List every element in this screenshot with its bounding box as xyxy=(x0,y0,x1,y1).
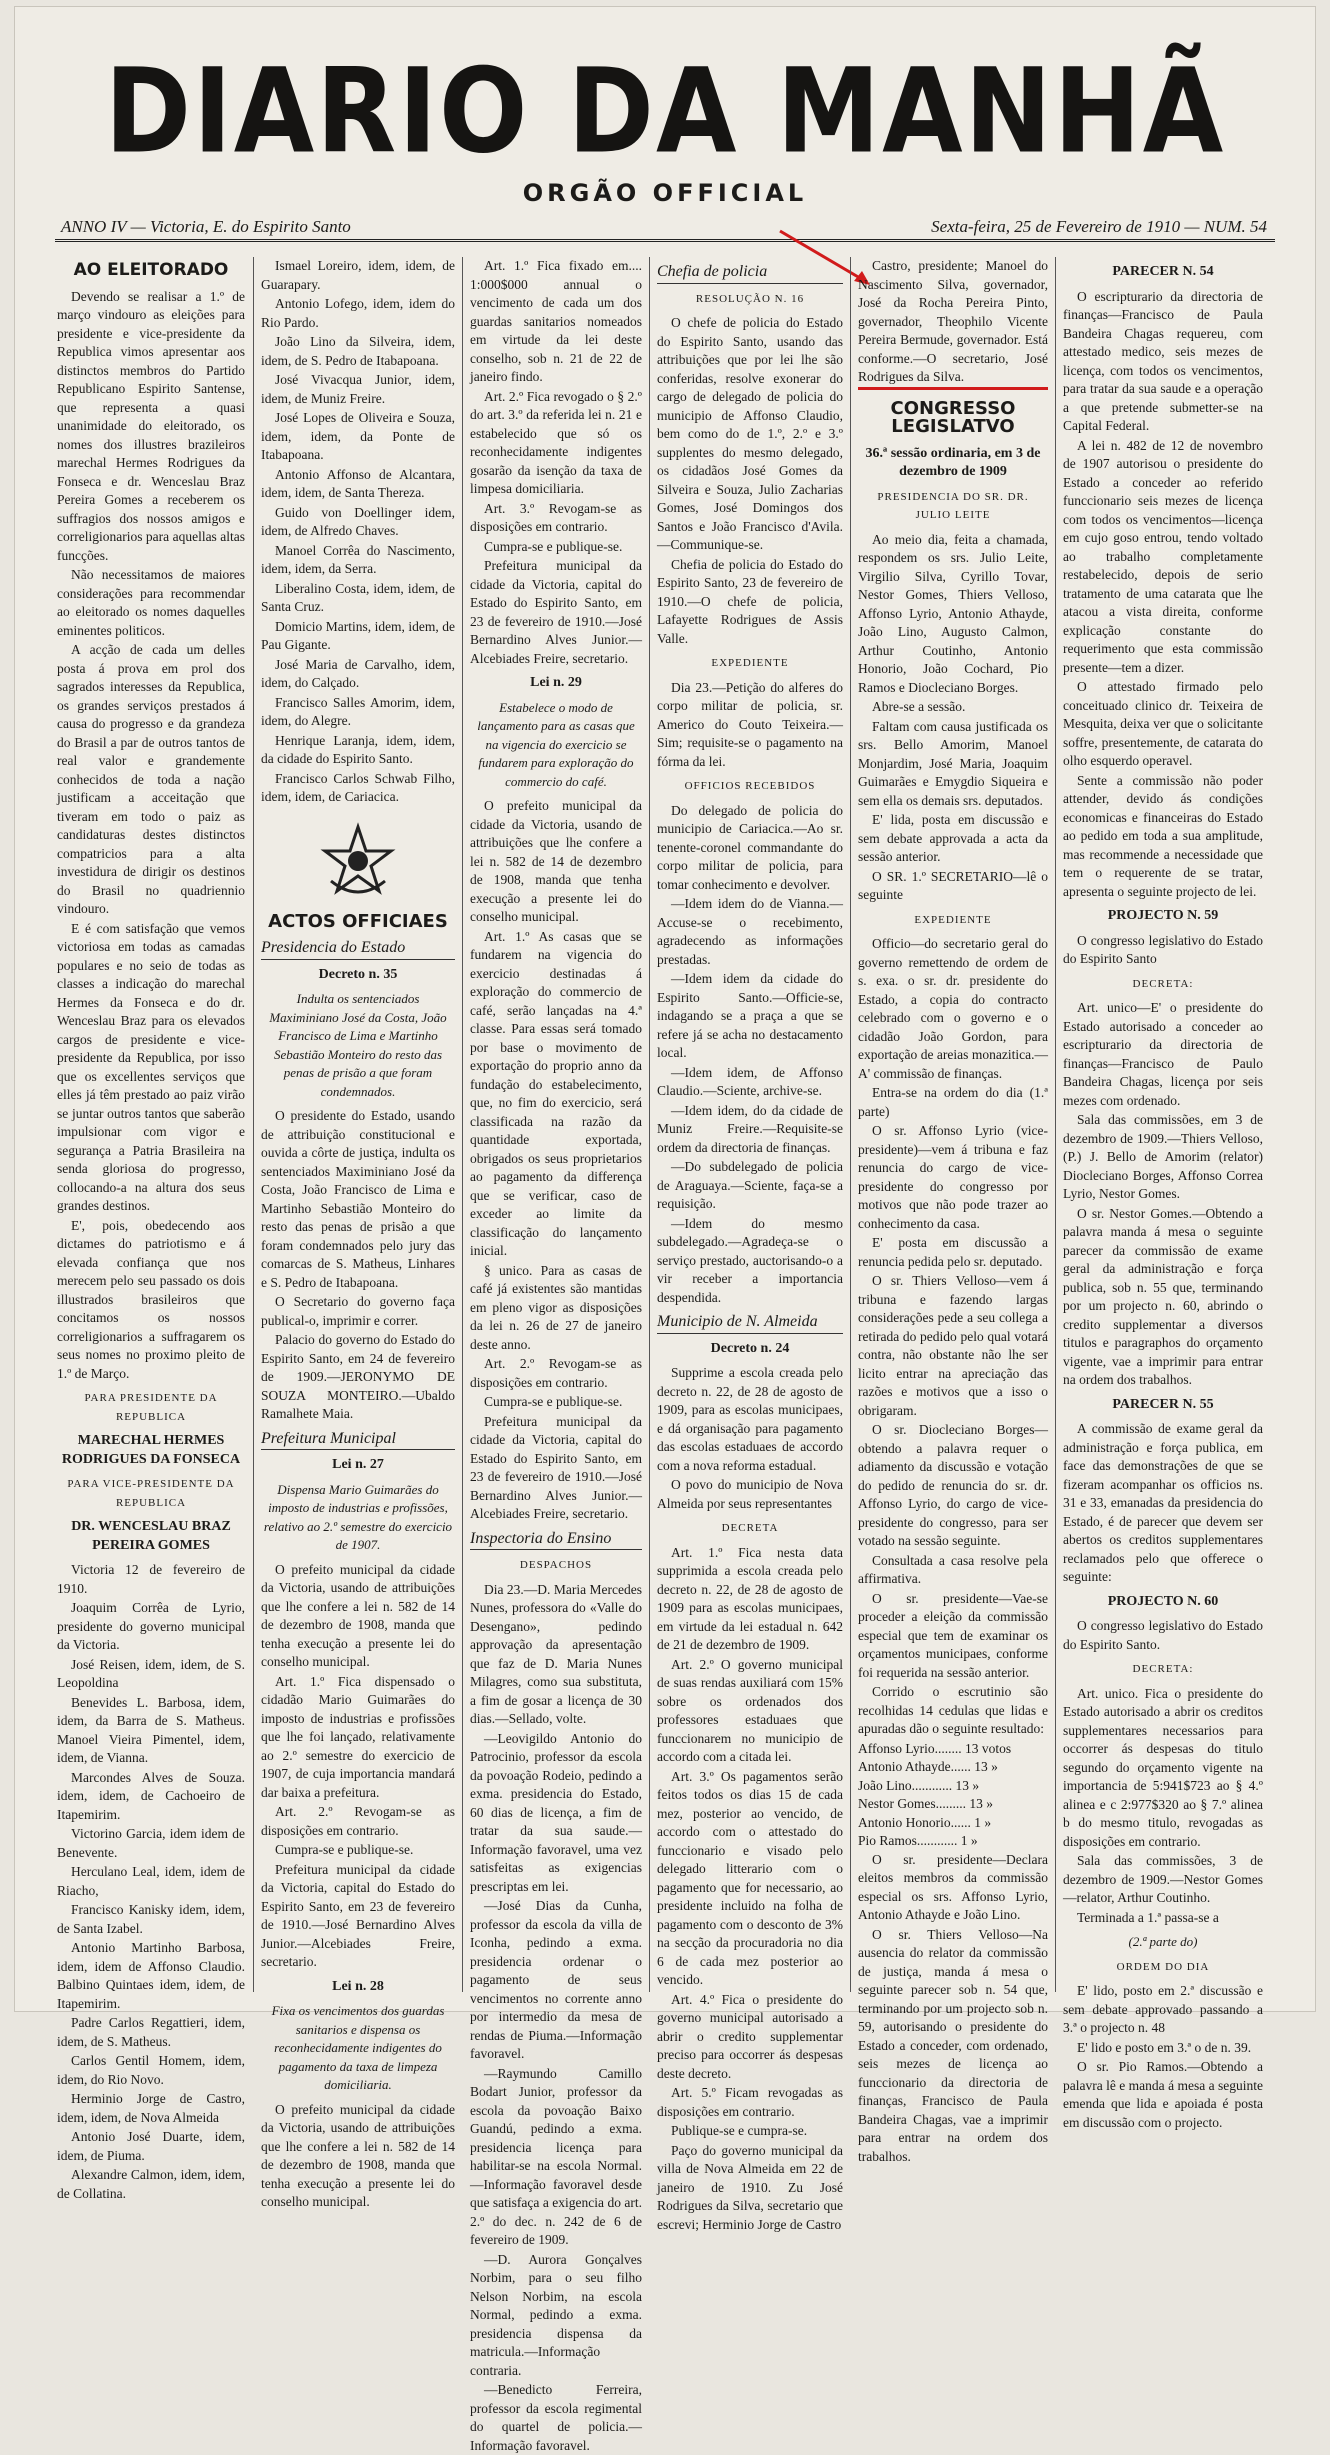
parecer-title: PARECER N. 55 xyxy=(1112,1396,1214,1412)
paragraph: E', pois, obedecendo aos dictames do patriotismo e á elevada confiança que nos merecem pelo seu passado os dois illustrados brasileiros que concitamos os nossos correligionarios a suffragarem os seus nomes no proximo pleito de 1.º de Março. xyxy=(57,1217,245,1381)
paragraph: Publique-se e cumpra-se. xyxy=(671,2123,808,2138)
decree-summary: Indulta os sentenciados Maximiniano José da Costa, João Francisco de Lima e Martinho Sebastião Monteiro do resto das penas de prisão a que foram condemnados. xyxy=(269,991,447,1099)
newspaper-page xyxy=(14,6,1316,2453)
paragraph: —Idem idem, de Affonso Claudio.—Sciente, archive-se. xyxy=(657,1064,843,1098)
paragraph: O sr. Pio Ramos.—Obtendo a palavra lê e manda á mesa a seguinte emenda que lida e apoiada é posta em discussão com o projecto. xyxy=(1063,2059,1263,2130)
paragraph: Cumpra-se e publique-se. xyxy=(484,538,623,554)
law-title: Lei n. 29 xyxy=(530,675,582,690)
despachos-label: DESPACHOS xyxy=(519,1559,593,1571)
projecto-title: PROJECTO N. 59 xyxy=(1107,908,1219,923)
section-presidencia: Presidencia do Estado xyxy=(261,939,455,960)
column-divider xyxy=(649,257,650,1992)
vote-row: Antonio Honorio...... 1 » xyxy=(858,1814,992,1830)
paragraph: O sr. Thiers Velloso—vem á tribuna e fazendo largas considerações pede a seu collega a retirada do pedido pelo qual votará contra, não obstante não lhe ser licito entrar na apreciação das razões e motivos que a isso o obrigaram. xyxy=(858,1273,1048,1418)
paragraph: O sr. presidente—Vae-se proceder a eleição da commissão especial que tem de examinar os orçamentos municipaes, conforme foi requerida na sessão anterior. xyxy=(858,1590,1048,1680)
paragraph: —D. Aurora Gonçalves Norbim, para o seu filho Nelson Norbim, na escola Normal, pedindo a exma. presidencia dispensa da matricula.—Informação contraria. xyxy=(470,2251,642,2378)
vote-row: Nestor Gomes......... 13 » xyxy=(858,1796,993,1811)
header-rule xyxy=(55,239,1275,242)
paragraph: O presidente do Estado, usando de attribuição constitucional e ouvida a côrte de justiça, indulta os sentenciados Maximiniano José da Costa, João Francisco de Lima e Martinho Sebastião Monteiro do resto das penas de prisão a que foram condemnados pelo jury das comarcas de S. Matheus, Linhares e S. Pedro de Itabapoana. xyxy=(261,1108,455,1290)
section-inspectoria: Inspectoria do Ensino xyxy=(470,1530,642,1551)
vote-row: Pio Ramos............ 1 » xyxy=(858,1833,978,1848)
paragraph: O attestado firmado pelo conceituado clinico dr. Teixeira de Mesquita, deixa ver que o solicitante soffre, presentemente, de catarata do olho esquerdo operavel. xyxy=(1063,679,1263,768)
paragraph: Devendo se realisar a 1.º de março vindouro as eleições para presidente e vice-presidente da Republica vimos apresentar aos distinctos membros do Partido Republicano Espirito Santense, que representa a quasi unanimidade do eleitorado, os nomes dos illustres brazileiros marechal Hermes Rodrigues da Fonseca e dr. Wenceslau Braz Pereira Gomes a receberem os suffragios dos nossos amigos e correligionarios para aquellas altas funcções. xyxy=(57,288,245,563)
paragraph: O chefe de policia do Estado do Espirito Santo, usando das attribuições que por lei lhe são conferidas, resolve exonerar do cargo de delegado de policia do municipio de Affonso Claudio, bem como do de 1.º, 2.º e 3.º supplentes do mesmo delegado, os cidadãos José Gomes da Silveira e Souza, Julio Zacharias Gomes, José Domingos dos Santos e João Francisco d'Avila.—Communique-se. xyxy=(657,315,843,552)
officios-label: OFFICIOS RECEBIDOS xyxy=(684,780,816,792)
decreta-label: DECRETA xyxy=(721,1522,779,1534)
paragraph: Victoria 12 de fevereiro de 1910. xyxy=(57,1562,245,1596)
paragraph: Art. 5.º Ficam revogadas as disposições em contrario. xyxy=(657,2085,843,2119)
paragraph: Victorino Garcia, idem idem de Benevente. xyxy=(57,1826,245,1860)
paragraph: Antonio Affonso de Alcantara, idem, idem, de Santa Thereza. xyxy=(261,466,455,500)
candidate-vice: DR. WENCESLAU BRAZ PEREIRA GOMES xyxy=(71,1519,231,1553)
paragraph: A commissão de exame geral da administração e força publica, em face das demonstrações de que se fizeram acompanhar os officios ns. 31 e 33, emanadas da presidencia do Estado, é de parecer que devem ser abertos os creditos supplementares reclamados pelo que offerece o seguinte: xyxy=(1063,1421,1263,1584)
paragraph: Consultada a casa resolve pela affirmativa. xyxy=(858,1552,1048,1586)
paragraph: O sr. Thiers Velloso—Na ausencia do relator da commissão de justiça, manda á mesa o seguinte parecer sob n. 54 que, terminando por um projecto sob n. 59, autorisando o presidente do Estado a conceder, com ordenado, seis mezes de licença ao funccionario da directoria de finanças, Francisco de Paula Bandeira Chagas, vae a imprimir para entrar na ordem dos trabalhos. xyxy=(858,1926,1048,2164)
label-para-presidente: PARA PRESIDENTE DA REPUBLICA xyxy=(84,1392,218,1423)
paragraph: Cumpra-se e publique-se. xyxy=(484,1394,623,1409)
column-6 xyxy=(1063,257,1263,2130)
section-prefeitura: Prefeitura Municipal xyxy=(261,1430,455,1451)
paragraph: Art. 1.º Fica dispensado o cidadão Mario Guimarães do imposto de industrias e profissões que lhe foi lançado, relativamente ao 2.º semestre do exercicio de 1907, de cuja importancia mandará dar baixa a prefeitura. xyxy=(261,1673,455,1800)
column-divider xyxy=(253,257,254,1992)
paragraph: O sr. Affonso Lyrio (vice-presidente)—vem á tribuna e faz renuncia do cargo de vice-presidente do congresso por motivos que não pode trazer ao conhecimento da casa. xyxy=(858,1123,1048,1231)
paragraph: —Idem do mesmo subdelegado.—Agradeça-se o serviço prestado, auctorisando-o a vir receber a importancia despendida. xyxy=(657,1215,843,1305)
paragraph: O congresso legislativo do Estado do Espirito Santo. xyxy=(1063,1618,1263,1652)
projecto-title: PROJECTO N. 60 xyxy=(1107,1593,1219,1609)
paragraph: O povo do municipio de Nova Almeida por seus representantes xyxy=(657,1477,843,1511)
paragraph: José Reisen, idem, idem, de S. Leopoldina xyxy=(57,1656,245,1690)
column-3 xyxy=(470,257,642,2453)
paragraph: Padre Carlos Regattieri, idem, idem, de S. Matheus. xyxy=(57,2015,245,2049)
paragraph: Do delegado de policia do municipio de Cariacica.—Ao sr. tenente-coronel commandante do corpo militar de policia, para tomar conhecimento e devolver. xyxy=(657,802,843,892)
paragraph: Cumpra-se e publique-se. xyxy=(275,1842,414,1857)
paragraph: Antonio José Duarte, idem, idem, de Piuma. xyxy=(57,2129,245,2163)
paragraph: Francisco Kanisky idem, idem, de Santa Izabel. xyxy=(57,1902,245,1936)
part-label: (2.ª parte do) xyxy=(1128,1934,1198,1949)
masthead-title: DIARIO DA MANHÃ xyxy=(104,42,1226,180)
vote-row: Antonio Athayde...... 13 » xyxy=(858,1759,998,1774)
headline-ao-eleitorado: AO ELEITORADO xyxy=(73,260,229,280)
paragraph: Manoel Corrêa do Nascimento, idem, idem, da Serra. xyxy=(261,542,455,576)
paragraph: Faltam com causa justificada os srs. Bello Amorim, Manoel Monjardim, José Maria, Joaquim Guimarães e Emygdio Siqueira e sem ella os demais srs. deputados. xyxy=(858,718,1048,808)
paragraph: Art. 2.º Revogam-se as disposições em contrario. xyxy=(470,1356,642,1390)
paragraph: —José Dias da Cunha, professor da escola da villa de Iconha, pedindo a exma. presidencia ordenar o pagamento de seus vencimentos no corrente anno por intermedio da mesa de rendas de Piuma.—Informação favoravel. xyxy=(470,1898,642,2061)
paragraph: Prefeitura municipal da cidade da Victoria, capital do Estado do Espirito Santo, em 23 de fevereiro de 1910.—José Bernardino Alves Junior.—Alcebiades Freire, secretario. xyxy=(261,1861,455,1969)
column-4 xyxy=(657,257,843,2232)
ordem-label: ORDEM DO DIA xyxy=(1116,1960,1210,1973)
paragraph: —Raymundo Camillo Bodart Junior, professor da escola da povoação Baixo Guandú, pedindo a exma. presidencia licença para habilitar-se na escola Normal.—Informação favoravel desde que satisfaça a exigencia do art. 2.º do dec. n. 242 de 6 de fevereiro de 1909. xyxy=(470,2065,642,2247)
candidate-president: MARECHAL HERMES RODRIGUES DA FONSECA xyxy=(61,1433,241,1467)
paragraph: A acção de cada um delles posta á prova em prol dos sagrados interesses da Republica, os grandes serviços prestados á causa do progresso e da grandeza do Brasil a par de outros tantos de real valor e grandemente conhecidos de toda a nação justificam a acceitação que tiveram em todo o paiz as candidaturas destes distinctos compatricios para a alta investidura de dirigir os destinos do Brasil no quadriennio vindouro. xyxy=(57,642,245,916)
column-5 xyxy=(858,257,1048,2164)
vote-row: Affonso Lyrio........ 13 votos xyxy=(858,1740,1012,1756)
paragraph: Francisco Salles Amorim, idem, idem, do Alegre. xyxy=(261,694,455,728)
paragraph: Joaquim Corrêa de Lyrio, presidente do governo municipal da Victoria. xyxy=(57,1600,245,1652)
paragraph: O sr. Diocleciano Borges—obtendo a palavra requer o adiamento da discussão e votação do pedido de renuncia do sr. dr. Affonso Lyrio, do cargo de vice-presidente do congresso, para ser votado na sessão seguinte. xyxy=(858,1422,1048,1548)
paragraph: Abre-se a sessão. xyxy=(872,699,966,714)
paragraph: Paço do governo municipal da villa de Nova Almeida em 22 de janeiro de 1910. Zu José Rodrigues da Silva, secretario que escrevi; Herminio Jorge de Castro xyxy=(657,2142,843,2232)
paragraph: Chefia de policia do Estado do Espirito Santo, 23 de fevereiro de 1910.—O chefe de policia, Lafayette Rodrigues de Assis Valle. xyxy=(657,556,843,646)
paragraph: Prefeitura municipal da cidade da Victoria, capital do Estado do Espirito Santo, em 23 de fevereiro de 1910.—José Bernardino Alves Junior.—Alcebiades Freire, secretario. xyxy=(470,1413,642,1521)
paragraph: Art. unico—E' o presidente do Estado autorisado a conceder ao escripturario da directoria de finanças—Francisco de Paulo Bandeira Chagas, licença por seis mezes com ordenado. xyxy=(1063,1000,1263,1108)
paragraph: —Leovigildo Antonio do Patrocinio, professor da escola da povoação Rodeio, pedindo a exma. presidencia do Estado, 60 dias de licença, a fim de tratar da sua saude.—Informação favoravel, uma vez satisfeitas as exigencias prescriptas em lei. xyxy=(470,1730,642,1894)
expediente-label: EXPEDIENTE xyxy=(914,913,992,926)
paragraph: Guido von Doellinger idem, idem, de Alfredo Chaves. xyxy=(261,504,455,538)
masthead-subtitle: ORGÃO OFFICIAL xyxy=(522,179,808,207)
presidency-label: PRESIDENCIA DO SR. DR. JULIO LEITE xyxy=(877,490,1029,521)
section-municipio: Municipio de N. Almeida xyxy=(657,1313,843,1334)
paragraph: E' lido, posto em 2.ª discussão e sem debate approvado passando a 3.ª o projecto n. 48 xyxy=(1063,1983,1263,2035)
decree-title: Decreto n. 35 xyxy=(318,966,398,982)
paragraph: Antonio Lofego, idem, idem do Rio Pardo. xyxy=(261,296,455,330)
paragraph: Ao meio dia, feita a chamada, respondem os srs. Julio Leite, Virgilio Silva, Cyrillo Tovar, Nestor Gomes, Thiers Velloso, Affonso Lyrio, Antonio Athayde, João Lino, Augusto Calmon, Arthur Coutinho, Antonio Honorio, João Cochard, Pio Ramos e Diocleciano Borges. xyxy=(858,531,1048,695)
paragraph: § unico. Para as casas de café já existentes são mantidas em pleno vigor as disposições da lei n. 26 de 27 de janeiro deste anno. xyxy=(470,1262,642,1352)
law-summary: Estabelece o modo de lançamento para as casas que na vigencia do exercicio se fundarem para exploração do commercio do café. xyxy=(477,699,635,789)
paragraph: Officio—do secretario geral do governo remettendo de ordem de s. exa. o sr. dr. presidente do Estado, a copia do contracto celebrado com o governo e o cidadão João Gordon, para exportação de areias monazitica.—A' commissão de finanças. xyxy=(858,936,1048,1081)
paragraph: E' posta em discussão a renuncia pedida pelo sr. deputado. xyxy=(858,1235,1048,1269)
paragraph: Terminada a 1.ª passa-se a xyxy=(1077,1909,1219,1925)
issue-date: Sexta-feira, 25 de Fevereiro de 1910 — NUM. 54 xyxy=(931,217,1267,236)
paragraph: José Lopes de Oliveira e Souza, idem, idem, da Ponte de Itabapoana. xyxy=(261,410,455,462)
paragraph: Herminio Jorge de Castro, idem, idem, de Nova Almeida xyxy=(57,2091,245,2125)
session-title: 36.ª sessão ordinaria, em 3 de dezembro de 1909 xyxy=(865,445,1041,479)
paragraph: O prefeito municipal da cidade da Victoria, usando de attribuições que lhe confere a lei n. 582 de 14 de dezembro de 1908, manda que tenha execução a presente lei do conselho municipal. xyxy=(261,1561,455,1669)
paragraph: O SR. 1.º SECRETARIO—lê o seguinte xyxy=(858,868,1048,902)
paragraph: José Maria de Carvalho, idem, idem, do Calçado. xyxy=(261,656,455,690)
paragraph: Não necessitamos de maiores considerações para recommendar ao eleitorado os nomes daquelles eminentes politicos. xyxy=(57,567,245,638)
paragraph: Entra-se na ordem do dia (1.ª parte) xyxy=(858,1085,1048,1119)
parecer-title: PARECER N. 54 xyxy=(1112,264,1214,279)
paragraph: Marcondes Alves de Souza. idem, idem, de Cachoeiro de Itapemirim. xyxy=(57,1769,245,1822)
paragraph: Benevides L. Barbosa, idem, idem, da Barra de S. Matheus. Manoel Vieira Pimentel, idem, idem, de Vianna. xyxy=(57,1694,245,1765)
column-divider xyxy=(850,257,851,1992)
paragraph: E é com satisfação que vemos victoriosa em todas as camadas populares e no seio de todas as classes a indicação do marechal Hermes da Fonseca e do dr. Wenceslau Braz para os elevados cargos de presidente e vice-presidente da Republica, por isso que os excellentes serviços que elles já têm prestado ao paiz virão se juntar outros tantos que saberão impulsionar com vigor e segurança a Patria Brasileira na senda gloriosa do progresso, collocando-a na altura dos seus grandes destinos. xyxy=(57,920,245,1213)
coat-of-arms-icon xyxy=(323,823,393,903)
paragraph: A lei n. 482 de 12 de novembro de 1907 autorisou o presidente do Estado a conceder ao referido funccionario seis mezes de licença com todos os vencimentos—licença em cujo goso entrou, tendo voltado ao trabalho completamente restabelecido, depois de serio tratamento de uma catarata que lhe atacou a vista direita, conforme explicação constante do requerimento que esta commissão presente—tem a dizer. xyxy=(1063,437,1263,675)
expediente-label: EXPEDIENTE xyxy=(711,657,789,669)
label-para-vice: PARA VICE-PRESIDENTE DA REPUBLICA xyxy=(67,1478,235,1509)
paragraph: Henrique Laranja, idem, idem, da cidade do Espirito Santo. xyxy=(261,732,455,766)
paragraph: —Do subdelegado de policia de Araguaya.—Sciente, faça-se a requisição. xyxy=(657,1159,843,1211)
resolution-title: RESOLUÇÃO N. 16 xyxy=(695,292,805,305)
paragraph: E' lida, posta em discussão e sem debate approvada a acta da sessão anterior. xyxy=(858,812,1048,864)
paragraph: José Vivacqua Junior, idem, idem, de Muniz Freire. xyxy=(261,372,455,406)
paragraph: Prefeitura municipal da cidade da Victoria, capital do Estado do Espirito Santo, em 23 de fevereiro de 1910.—José Bernardino Alves Junior.—Alcebiades Freire, secretario. xyxy=(470,558,642,666)
column-1 xyxy=(57,257,245,2201)
paragraph: Supprime a escola creada pelo decreto n. 22, de 28 de agosto de 1909, para as escolas municipaes, e dá organisação para pagamento das escolas estaduaes de accordo com a nova reforma estadual. xyxy=(657,1365,843,1473)
paragraph: O congresso legislativo do Estado do Espirito Santo xyxy=(1063,932,1263,966)
column-divider xyxy=(462,257,463,1992)
congresso-headline: CONGRESSO LEGISLATVO xyxy=(890,397,1016,437)
paragraph: Palacio do governo do Estado do Espirito Santo, em 24 de fevereiro de 1909.—JERONYMO DE SOUZA MONTEIRO.—Ubaldo Ramalhete Maia. xyxy=(261,1332,455,1421)
paragraph: —Benedicto Ferreira, professor da escola regimental do quartel de policia.—Informação favoravel. xyxy=(470,2382,642,2453)
section-chefia: Chefia de policia xyxy=(657,263,843,284)
decreta-label: DECRETA: xyxy=(1132,977,1194,990)
paragraph: Art. 1.º Fica fixado em.... 1:000$000 annual o vencimento de cada um dos guardas sanitarios nomeados em virtude da lei deste conselho, sob n. 21 de 22 de janeiro findo. xyxy=(470,258,642,384)
paragraph: Dia 23.—D. Maria Mercedes Nunes, professora do «Valle do Desengano», pedindo approvação da apresentação que faz de D. Maria Nunes Milagres, como sua substituta, a fim de gosar a licença de 30 dias.—Sellado, volte. xyxy=(470,1581,642,1726)
paragraph: E' lido e posto em 3.ª o de n. 39. xyxy=(1077,2039,1252,2055)
paragraph: O sr. presidente—Declara eleitos membros da commissão especial os srs. Affonso Lyrio, Antonio Athayde e João Lino. xyxy=(858,1851,1048,1922)
paragraph: —Idem idem do de Vianna.—Accuse-se o recebimento, agradecendo as informações prestadas. xyxy=(657,896,843,967)
decreta-label: DECRETA: xyxy=(1132,1663,1194,1675)
vote-row: João Lino............ 13 » xyxy=(858,1777,980,1793)
paragraph: Domicio Martins, idem, idem, de Pau Gigante. xyxy=(261,618,455,652)
decree-title: Decreto n. 24 xyxy=(710,1340,790,1356)
paragraph: O escripturario da directoria de finanças—Francisco de Paula Bandeira Chagas requereu, com attestado medico, seis mezes de licença, com todos os vencimentos, para tratar da sua saude e a operação a que pretende submetter-se na Capital Federal. xyxy=(1063,288,1263,433)
paragraph: Sente a commissão não poder attender, devido ás condições economicas e financeiras do Estado ao pedido em toda a sua amplitude, mas recommende a necessidade que tem o requerente de se tratar, apresenta o seguinte projecto de lei. xyxy=(1063,772,1263,899)
issue-info: ANNO IV — Victoria, E. do Espirito Santo xyxy=(61,217,351,236)
actos-officiaes-title: ACTOS OFFICIAES xyxy=(268,910,448,932)
paragraph: O Secretario do governo faça publical-o, imprimir e correr. xyxy=(261,1294,455,1328)
paragraph: João Lino da Silveira, idem, idem, de S. Pedro de Itabapoana. xyxy=(261,334,455,368)
paragraph: Sala das commissões, em 3 de dezembro de 1909.—Thiers Velloso, (P.) J. Bello de Amorim (relator) Diocleciano Borges, Affonso Correa Lyrio, Nestor Gomes. xyxy=(1063,1112,1263,1201)
paragraph: Liberalino Costa, idem, idem, de Santa Cruz. xyxy=(261,580,455,614)
column-divider xyxy=(1055,257,1056,1992)
paragraph: O sr. Nestor Gomes.—Obtendo a palavra manda á mesa o seguinte parecer da commissão de exame geral da administração e força publica, sob n. 55 que, terminando por um projecto n. 60, abrindo o credito supplementar a diversos titulos e paragraphos do orçamento vigente, vae a imprimir para entrar na ordem dos trabalhos. xyxy=(1063,1205,1263,1387)
paragraph: Ismael Loreiro, idem, idem, de Guarapary. xyxy=(261,258,455,292)
paragraph: —Idem idem da cidade do Espirito Santo.—Officie-se, indagando se a praça a que se refere já se acha no destacamento local. xyxy=(657,971,843,1060)
law-title: Lei n. 28 xyxy=(332,1978,384,1994)
paragraph: O prefeito municipal da cidade da Victoria, usando de attribuições que lhe confere a lei n. 582 de 14 de dezembro de 1908, manda que tenha execução a presente lei do conselho municipal. xyxy=(470,798,642,924)
paragraph: Art. 3.º Revogam-se as disposições em contrario. xyxy=(470,500,642,534)
highlighted-paragraph: Castro, presidente; Manoel do Nascimento Silva, governador, José da Rocha Pereira Pinto, governador, Theophilo Vicente Pereira Bermude, governador. Está conforme.—O secretario, José Rodrigues da Silva. xyxy=(858,257,1048,390)
paragraph: —Idem idem, do da cidade de Muniz Freire.—Requisite-se ordem da directoria de finanças. xyxy=(657,1102,843,1155)
law-title: Lei n. 27 xyxy=(332,1457,384,1472)
paragraph: Art. 3.º Os pagamentos serão feitos todos os dias 15 de cada mez, posterior ao vencido, de accordo com o attestado do funccionario e visado pelo delegado litterario com o pagamento que for necessario, ao presidente incluido na folha de pagamento com o desconto de 3% na secção da procuradoria no dia 6 de cada mez posterior ao vencido. xyxy=(657,1768,843,1987)
paragraph: Herculano Leal, idem, idem de Riacho, xyxy=(57,1864,245,1898)
paragraph: Antonio Martinho Barbosa, idem, idem de Affonso Claudio. Balbino Quintaes idem, idem, de Itapemirim. xyxy=(57,1940,245,2011)
paragraph: Art. 2.º Revogam-se as disposições em contrario. xyxy=(261,1804,455,1838)
law-summary: Fixa os vencimentos dos guardas sanitarios e dispensa os reconhecidamente indigentes do pagamento da taxa de limpeza domiciliaria. xyxy=(271,2003,445,2092)
paragraph: Dia 23.—Petição do alferes do corpo militar de policia, sr. Americo do Couto Teixeira.—Sim; requisite-se o pagamento na fórma da lei. xyxy=(657,679,843,769)
paragraph: Alexandre Calmon, idem, idem, de Collatina. xyxy=(57,2167,245,2201)
paragraph: Art. 1.º As casas que se fundarem na vigencia do exercicio destinadas á exploração do commercio de café, serão lançadas na 4.ª classe. Para essas será tomado por base o movimento de exportação do proprio anno da fundação do estabelecimento, que, no fim do exercicio, será classificada na razão da quantidade exportada, obrigados os seus proprietarios ao pagamento da differença que se verificar, caso de exceder ao limite da classificação do lançamento inicial. xyxy=(470,928,642,1258)
paragraph: Sala das commissões, 3 de dezembro de 1909.—Nestor Gomes—relator, Arthur Coutinho. xyxy=(1063,1853,1263,1905)
paragraph: Art. unico. Fica o presidente do Estado autorisado a abrir os creditos supplementares necessarios para occorrer ás despesas do titulo segundo do orçamento vigente na importancia de 5:941$723 ao § 4.º alinea e c 2:977$320 ao § 7.º alinea b do mesmo titulo, revogadas as disposições em contrario. xyxy=(1063,1685,1263,1849)
paragraph: Corrido o escrutinio são recolhidas 14 cedulas que lidas e apuradas dão o seguinte resultado: xyxy=(858,1684,1048,1736)
paragraph: Art. 4.º Fica o presidente do governo municipal autorisado a abrir o credito supplementar preciso para occorrer ás despesas deste decreto. xyxy=(657,1991,843,2081)
paragraph: Francisco Carlos Schwab Filho, idem, idem, de Cariacica. xyxy=(261,770,455,804)
paragraph: O prefeito municipal da cidade da Victoria, usando de attribuições que lhe confere a lei n. 582 de 14 de dezembro de 1908, manda que tenha execução a presente lei do conselho municipal. xyxy=(261,2101,455,2209)
paragraph: Art. 1.º Fica nesta data supprimida a escola creada pelo decreto n. 22, de 28 de agosto de 1909 para as escolas municipaes, em virtude da lei estadual n. 642 de 21 de dezembro de 1909. xyxy=(657,1544,843,1652)
law-summary: Dispensa Mario Guimarães do imposto de industrias e profissões, relativo ao 2.º semestre do exercicio de 1907. xyxy=(263,1481,453,1552)
paragraph: Art. 2.º Fica revogado o § 2.º do art. 3.º da referida lei n. 21 e estabelecido que só os reconhecidamente indigentes gosarão da isenção da taxa de limpesa domiciliaria. xyxy=(470,388,642,496)
paragraph: Art. 2.º O governo municipal de suas rendas auxiliará com 15% sobre os ordenados dos professores estaduaes que funccionarem no municipio de accordo com a citada lei. xyxy=(657,1656,843,1764)
paragraph: Carlos Gentil Homem, idem, idem, do Rio Novo. xyxy=(57,2053,245,2087)
column-2 xyxy=(261,257,455,2209)
